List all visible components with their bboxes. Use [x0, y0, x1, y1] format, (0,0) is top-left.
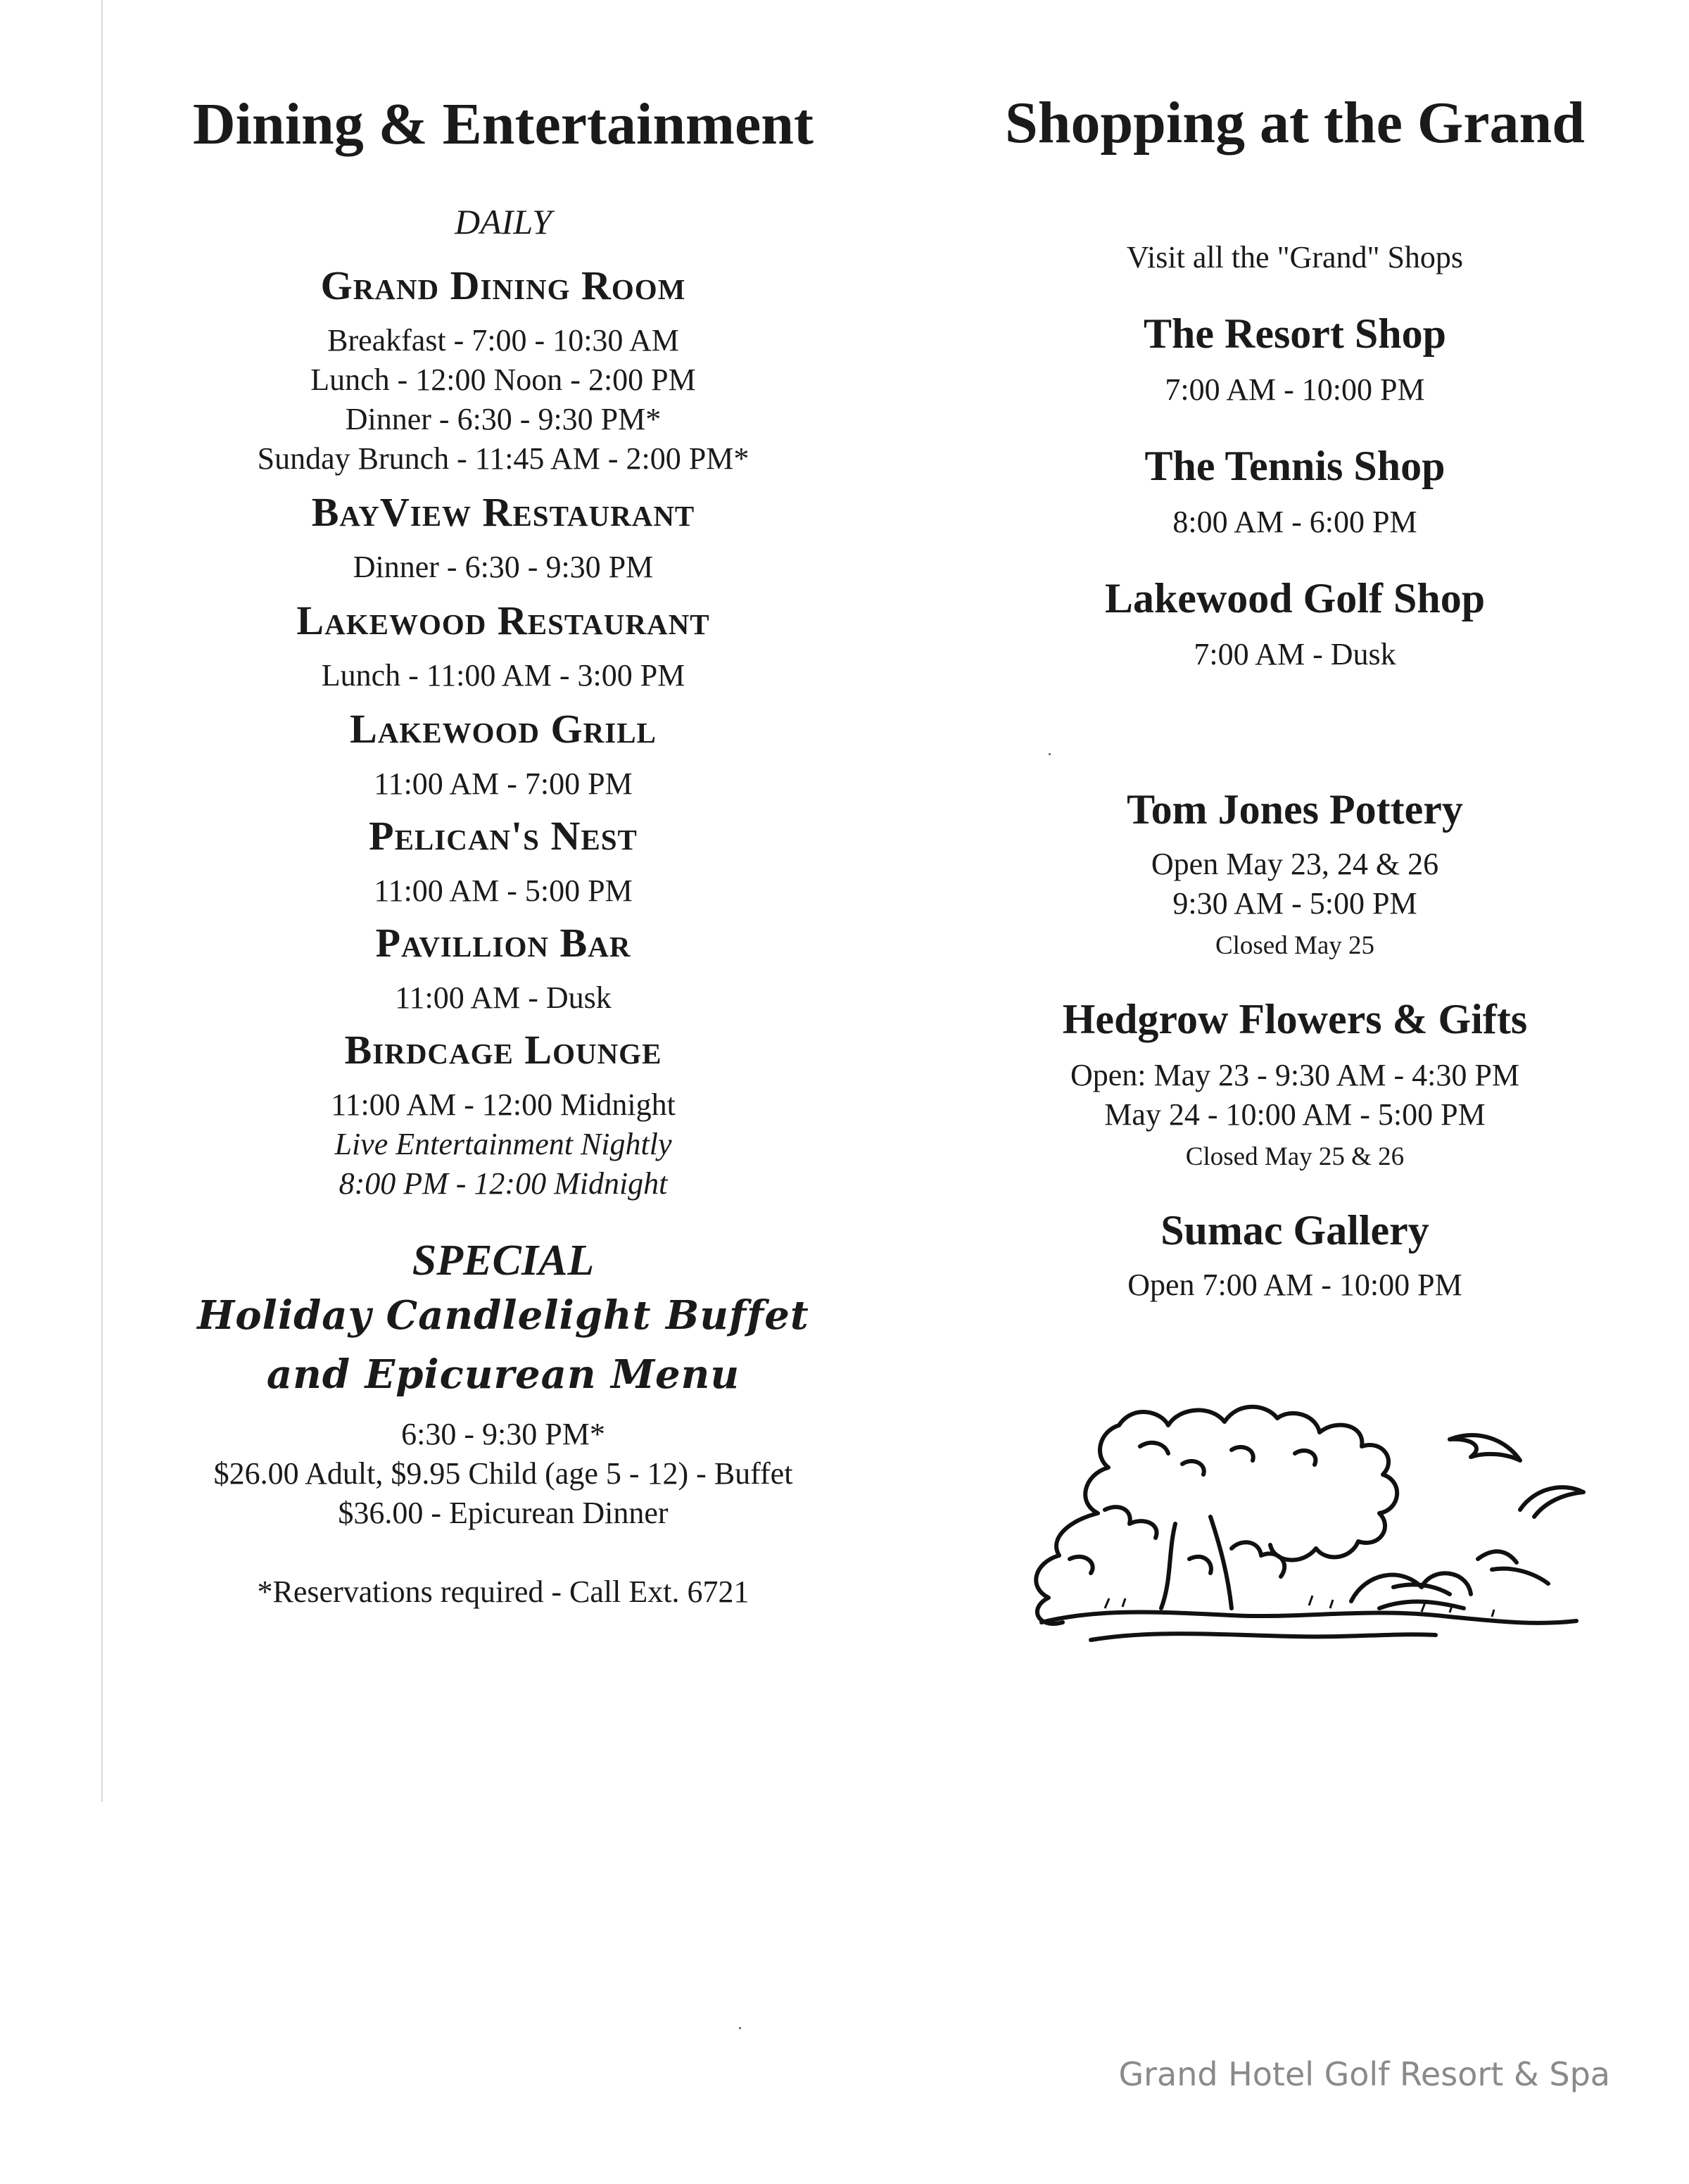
venue-lakewood-restaurant: Lakewood Restaurant: [296, 598, 710, 643]
venue-line: Lunch - 12:00 Noon - 2:00 PM: [310, 362, 696, 397]
venue-line: Lunch - 11:00 AM - 3:00 PM: [321, 658, 685, 693]
scan-speck: [1049, 753, 1051, 755]
venue-line: Breakfast - 7:00 - 10:30 AM: [327, 323, 679, 358]
venue-birdcage-lounge: Birdcage Lounge: [344, 1027, 662, 1073]
shop-line: 8:00 AM - 6:00 PM: [1172, 505, 1417, 539]
venue-bayview-restaurant: BayView Restaurant: [311, 489, 695, 535]
shop-hedgrow-flowers: Hedgrow Flowers & Gifts: [1062, 996, 1528, 1042]
venue-line: 11:00 AM - 5:00 PM: [374, 873, 633, 908]
venue-line: Dinner - 6:30 - 9:30 PM*: [345, 402, 662, 436]
entertainment-line: Live Entertainment Nightly: [334, 1127, 672, 1161]
shop-tennis-shop: The Tennis Shop: [1144, 443, 1446, 489]
shop-line: 9:30 AM - 5:00 PM: [1172, 886, 1417, 921]
tree-landscape-icon: [999, 1397, 1598, 1665]
shop-sumac-gallery: Sumac Gallery: [1160, 1207, 1429, 1254]
dining-title: Dining & Entertainment: [193, 91, 814, 157]
scan-margin-line: [101, 0, 103, 1802]
daily-label: DAILY: [455, 202, 552, 241]
shop-line: 7:00 AM - Dusk: [1194, 637, 1396, 671]
shop-line: May 24 - 10:00 AM - 5:00 PM: [1104, 1097, 1486, 1132]
shop-tom-jones-pottery: Tom Jones Pottery: [1127, 786, 1463, 833]
special-line: 6:30 - 9:30 PM*: [401, 1417, 605, 1451]
special-line: $26.00 Adult, $9.95 Child (age 5 - 12) - Buffet: [213, 1456, 793, 1491]
venue-line: 11:00 AM - Dusk: [395, 980, 612, 1015]
venue-line: 11:00 AM - 12:00 Midnight: [331, 1087, 676, 1122]
footer-brand: Grand Hotel Golf Resort & Spa: [1118, 2055, 1610, 2093]
scan-speck: [739, 2027, 741, 2029]
shop-line: Open: May 23 - 9:30 AM - 4:30 PM: [1070, 1058, 1519, 1092]
shopping-title: Shopping at the Grand: [1005, 90, 1585, 156]
venue-pavillion-bar: Pavillion Bar: [375, 920, 631, 966]
venue-line: Sunday Brunch - 11:45 AM - 2:00 PM*: [257, 441, 749, 476]
shop-closed-note: Closed May 25 & 26: [1185, 1142, 1405, 1171]
shop-line: Open May 23, 24 & 26: [1151, 847, 1439, 881]
special-script-line-2: and Epicurean Menu: [266, 1351, 740, 1398]
shop-resort-shop: The Resort Shop: [1143, 310, 1447, 357]
shop-lakewood-golf-shop: Lakewood Golf Shop: [1104, 575, 1486, 621]
venue-lakewood-grill: Lakewood Grill: [350, 706, 657, 752]
venue-line: 11:00 AM - 7:00 PM: [374, 766, 633, 801]
venue-line: Dinner - 6:30 - 9:30 PM: [353, 550, 654, 584]
special-label: SPECIAL: [412, 1237, 595, 1284]
venue-pelicans-nest: Pelican's Nest: [369, 813, 638, 859]
shop-closed-note: Closed May 25: [1215, 931, 1375, 960]
shop-line: Open 7:00 AM - 10:00 PM: [1127, 1268, 1462, 1302]
special-script-line-1: Holiday Candlelight Buffet: [197, 1292, 809, 1339]
special-line: $36.00 - Epicurean Dinner: [338, 1496, 669, 1530]
entertainment-hours: 8:00 PM - 12:00 Midnight: [339, 1166, 668, 1201]
shop-line: 7:00 AM - 10:00 PM: [1165, 372, 1425, 407]
venue-grand-dining-room: Grand Dining Room: [320, 263, 686, 308]
reservation-note: *Reservations required - Call Ext. 6721: [257, 1574, 749, 1609]
shopping-intro: Visit all the "Grand" Shops: [1126, 240, 1464, 274]
